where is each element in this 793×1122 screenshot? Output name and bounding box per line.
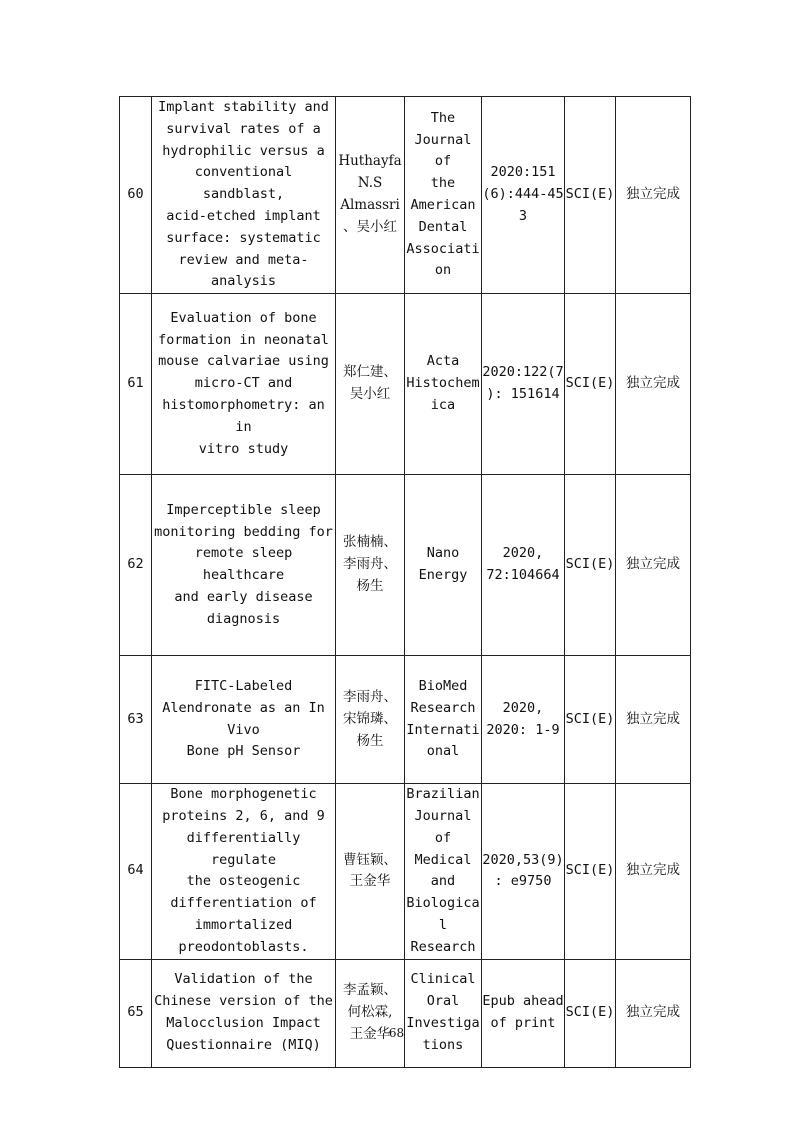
journal-line: Associati [406,240,480,257]
row-number: 64 [120,784,152,959]
pub-line: : e9750 [494,873,552,890]
publications-table [119,96,691,1068]
journal-line: Journal of [414,131,472,170]
title-line: diagnosis [206,610,281,627]
journal-line: BioMed [418,678,468,695]
journal-line: Journal of [414,807,472,846]
journal-line: The [430,109,456,126]
author-line: N.S [357,175,383,192]
journal-line: the [430,175,456,192]
index-type: SCI(E) [565,97,616,294]
pub-line: 2020: 1-9 [486,721,560,738]
pub-line: 72:104664 [486,567,560,584]
pub-line: 2020:151 [490,164,556,181]
author-line: 李雨舟、 [343,688,397,705]
publication-info [482,294,565,475]
title-line: Bone pH Sensor [186,743,301,760]
author-line: 王金华 [349,1025,391,1042]
journal-line: Dental [418,218,468,235]
journal-line: l Research [410,916,476,955]
journal-line: tions [422,1036,464,1053]
row-number: 61 [120,294,152,475]
authors [336,294,405,475]
authors [336,475,405,656]
title-line: review and meta-analysis [178,251,309,290]
pub-line: 2020, [502,699,544,716]
author-line: 李孟颖、 [343,982,397,999]
journal-name [405,475,482,656]
authors [336,784,405,959]
pub-line: of print [490,1015,556,1032]
table-row [120,959,691,1067]
author-line: 张楠楠、 [343,534,397,551]
journal-line: American [410,197,476,214]
author-line: 郑仁建、 [343,364,397,381]
journal-name [405,784,482,959]
pub-line: 2020,53(9) [482,851,564,868]
pub-line: (6):444-45 [482,186,564,203]
index-type: SCI(E) [565,959,616,1067]
table-row [120,656,691,784]
completion-role: 独立完成 [616,475,691,656]
title-line: immortalized [194,916,293,933]
author-line: 李雨舟、 [343,556,397,573]
title-line: the osteogenic [186,873,301,890]
title-line: Bone morphogenetic [170,786,317,803]
journal-line: Research [410,699,476,716]
paper-title [152,784,336,959]
title-line: preodontoblasts. [178,938,309,955]
title-line: Implant stability and [158,99,329,115]
paper-title [152,294,336,475]
completion-role: 独立完成 [616,784,691,959]
title-line: differentiation of [170,895,317,912]
title-line: Malocclusion Impact [166,1015,321,1032]
completion-role: 独立完成 [616,656,691,784]
page-number: 68 [388,1026,405,1040]
table-row [120,784,691,959]
journal-line: Medical [414,851,472,868]
authors [336,97,405,294]
title-line: and early disease [174,588,313,605]
index-type: SCI(E) [565,784,616,959]
journal-line: Acta [426,353,460,370]
author-line: 杨生 [356,732,384,749]
author-line: 、吴小红 [343,218,397,235]
pub-line: ): 151614 [486,386,560,403]
journal-name [405,294,482,475]
table-row [120,97,691,294]
title-line: Questionnaire (MIQ) [166,1036,321,1053]
table-body [120,97,691,1068]
row-number: 62 [120,475,152,656]
journal-line: Nano [426,545,460,562]
title-line: survival rates of a [166,120,321,137]
title-line: Chinese version of the [154,993,333,1010]
title-line: Validation of the [174,971,313,988]
title-line: acid-etched implant [166,207,321,224]
journal-line: Biologica [406,895,480,912]
journal-name [405,656,482,784]
row-number: 63 [120,656,152,784]
journal-line: and [430,873,456,890]
journal-line: Histochem [406,375,480,392]
table-row [120,475,691,656]
index-type: SCI(E) [565,294,616,475]
paper-title [152,959,336,1067]
author-line: 宋锦璘、 [343,710,397,727]
journal-line: onal [426,743,460,760]
title-line: hydrophilic versus a [162,142,325,159]
journal-line: Oral [426,993,460,1010]
publication-info [482,784,565,959]
journal-line: Clinical [410,971,476,988]
title-line: formation in neonatal [158,331,329,348]
paper-title [152,475,336,656]
title-line: micro-CT and [194,375,293,392]
journal-line: ica [430,397,456,414]
journal-line: on [434,262,452,279]
paper-title [152,656,336,784]
publication-info [482,959,565,1067]
completion-role: 独立完成 [616,294,691,475]
table-row [120,294,691,475]
completion-role: 独立完成 [616,97,691,294]
pub-line: 2020:122(7 [482,364,564,381]
title-line: surface: systematic [166,229,321,246]
authors [336,656,405,784]
title-line: histomorphometry: an in [162,397,325,435]
author-line: Huthayfa [338,153,402,170]
title-line: Alendronate as an In Vivo [162,699,325,738]
title-line: monitoring bedding for [154,523,333,540]
row-number: 60 [120,97,152,294]
author-line: 何松霖, [347,1004,393,1021]
row-number: 65 [120,959,152,1067]
author-line: Almassri [340,197,400,214]
journal-line: Internati [406,721,480,738]
title-line: vitro study [198,440,289,457]
title-line: proteins 2, 6, and 9 [162,807,325,824]
journal-name [405,97,482,294]
pub-line: 3 [518,207,528,224]
pub-line: 2020, [502,545,544,562]
journal-line: Energy [418,567,468,584]
title-line: Imperceptible sleep [166,501,321,518]
index-type: SCI(E) [565,475,616,656]
index-type: SCI(E) [565,656,616,784]
pub-line: Epub ahead [482,993,564,1010]
authors [336,959,405,1067]
author-line: 杨生 [356,578,384,595]
journal-name [405,959,482,1067]
journal-line: Brazilian [406,786,480,803]
paper-title [152,97,336,294]
journal-line: Investiga [406,1015,480,1032]
completion-role: 独立完成 [616,959,691,1067]
publication-info [482,475,565,656]
title-line: mouse calvariae using [158,353,329,370]
author-line: 吴小红 [349,386,391,403]
title-line: differentially regulate [186,829,301,868]
publication-info [482,97,565,294]
publication-info [482,656,565,784]
author-line: 曹钰颖、 [343,851,397,868]
title-line: conventional sandblast, [194,164,293,203]
title-line: Evaluation of bone [170,309,317,326]
title-line: FITC-Labeled [194,678,293,695]
title-line: remote sleep healthcare [194,545,293,584]
author-line: 王金华 [349,873,391,890]
